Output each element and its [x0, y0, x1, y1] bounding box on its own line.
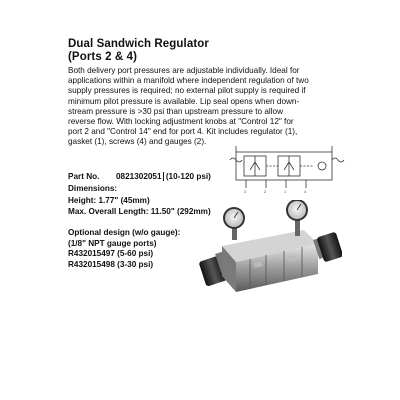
height-spec: Height: 1.77" (45mm): [68, 195, 150, 205]
description-line: applications within a manifold where independent regulation of two: [68, 76, 309, 86]
description-line: minimum pilot pressure is available. Lip seal opens when down-: [68, 96, 300, 106]
description-line: gasket (1), screws (4) and gauges (2).: [68, 137, 207, 147]
product-title: [68, 38, 209, 64]
svg-text:1: 1: [284, 189, 287, 194]
part-number-label: Part No.: [68, 172, 100, 181]
description-line: Both delivery port pressures are adjustable individually. Ideal for: [68, 66, 300, 75]
optional-ports: (1/8" NPT gauge ports): [68, 238, 157, 248]
product-description: [68, 66, 336, 148]
optional-part: R432015497 (5-60 psi): [68, 249, 154, 258]
description-line: supply pressures is required; no external pilot supply is required if: [68, 86, 306, 96]
pneumatic-regulator-schematic-icon: [226, 142, 346, 194]
dimensions-block: [68, 183, 211, 218]
svg-text:2: 2: [264, 189, 267, 194]
optional-heading: Optional design (w/o gauge):: [68, 228, 181, 237]
dual-regulator-product-photo: [192, 200, 342, 320]
description-line: stream pressure is >30 psi than upstream pressure to allow: [68, 106, 284, 116]
part-number-row: [68, 172, 211, 181]
description-line: port 2 and "Control 14" end for port 4. Kit includes regulator (1),: [68, 127, 298, 137]
title-line-2: (Ports 2 & 4): [68, 51, 138, 63]
svg-text:3: 3: [244, 189, 247, 194]
optional-design-block: [68, 228, 180, 270]
svg-text:4: 4: [304, 189, 307, 194]
part-number-range: (10-120 psi): [165, 172, 211, 181]
part-number-value: 0821302051: [116, 172, 162, 181]
length-spec: Max. Overall Length: 11.50" (292mm): [68, 207, 211, 216]
optional-part: R432015498 (3-30 psi): [68, 259, 154, 269]
description-line: reverse flow. With locking adjustment knobs at "Control 12" for: [68, 117, 294, 127]
title-line-1: Dual Sandwich Regulator: [68, 38, 209, 50]
dimensions-heading: Dimensions:: [68, 184, 118, 193]
